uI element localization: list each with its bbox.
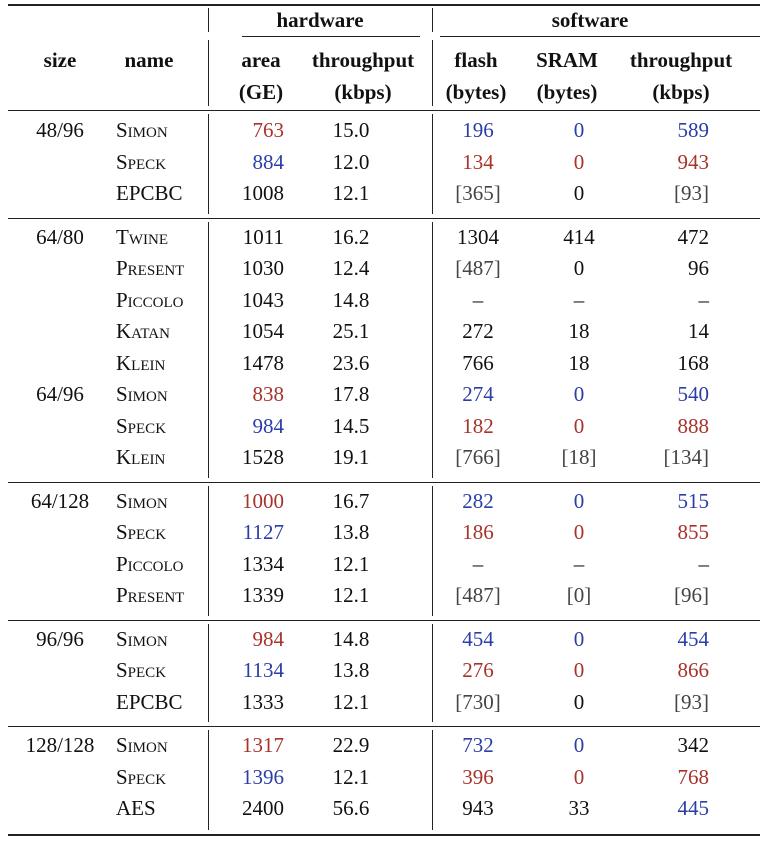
hardware-rule xyxy=(242,36,420,37)
column-separator xyxy=(208,40,209,106)
cell-flash: 454 xyxy=(462,627,494,651)
cell-hwt: 14.8 xyxy=(332,627,370,651)
cell-flash: [730] xyxy=(455,690,501,714)
cell-area: 1478 xyxy=(242,351,284,375)
column-separator xyxy=(208,624,209,722)
cell-hwt: 13.8 xyxy=(332,520,370,544)
cell-area: 1334 xyxy=(242,552,284,576)
cell-hwt: 14.5 xyxy=(332,414,370,438)
cell-sram: 0 xyxy=(573,489,585,513)
column-separator xyxy=(208,222,209,478)
section-rule xyxy=(8,218,760,219)
cell-flash: 134 xyxy=(462,150,494,174)
cipher-name: Present xyxy=(116,256,185,280)
header-name: name xyxy=(124,48,174,72)
cell-area: 984 xyxy=(252,414,284,438)
cell-swt: [93] xyxy=(674,690,709,714)
cell-sram: 0 xyxy=(573,733,585,757)
cell-swt: 515 xyxy=(677,489,709,513)
cell-flash: 182 xyxy=(462,414,494,438)
cell-sram: 414 xyxy=(563,225,595,249)
cell-swt: 866 xyxy=(677,658,709,682)
cell-area: 1054 xyxy=(242,319,284,343)
cell-area: 1011 xyxy=(242,225,284,249)
cell-area: 1000 xyxy=(242,489,284,513)
cell-flash: [766] xyxy=(455,445,501,469)
header-software: software xyxy=(551,8,629,32)
cell-flash: 272 xyxy=(462,319,494,343)
cipher-name: Speck xyxy=(116,520,167,544)
header-sram-unit: (bytes) xyxy=(536,80,598,104)
cell-sram: 0 xyxy=(573,690,585,714)
header-flash-unit: (bytes) xyxy=(445,80,507,104)
cell-swt: 454 xyxy=(677,627,709,651)
cell-sram: 0 xyxy=(573,765,585,789)
cell-hwt: 22.9 xyxy=(332,733,370,757)
cipher-name: Katan xyxy=(116,319,170,343)
cell-hwt: 56.6 xyxy=(332,796,370,820)
cell-area: 2400 xyxy=(242,796,284,820)
size-label: 48/96 xyxy=(36,118,84,142)
cell-flash: 766 xyxy=(462,351,494,375)
cell-hwt: 23.6 xyxy=(332,351,370,375)
cell-sram: 0 xyxy=(573,118,585,142)
cipher-name: Speck xyxy=(116,414,167,438)
header-sram: SRAM xyxy=(536,48,598,72)
column-separator xyxy=(432,8,433,32)
cipher-name: Klein xyxy=(116,445,166,469)
cell-area: 1134 xyxy=(242,658,284,682)
cell-sram: 0 xyxy=(573,627,585,651)
cell-area: 1396 xyxy=(242,765,284,789)
section-rule xyxy=(8,620,760,621)
cell-hwt: 12.1 xyxy=(332,765,370,789)
column-separator xyxy=(432,222,433,478)
size-label: 64/128 xyxy=(30,489,90,513)
cell-hwt: 16.2 xyxy=(332,225,370,249)
cipher-name: EPCBC xyxy=(116,690,183,714)
cell-hwt: 12.4 xyxy=(332,256,370,280)
cell-flash: 732 xyxy=(462,733,494,757)
size-label: 128/128 xyxy=(25,733,95,757)
section-rule xyxy=(8,726,760,727)
cell-area: 1127 xyxy=(242,520,284,544)
cipher-name: EPCBC xyxy=(116,181,183,205)
cell-swt: 888 xyxy=(677,414,709,438)
top-rule xyxy=(8,4,760,6)
cipher-name: Present xyxy=(116,583,185,607)
cell-hwt: 25.1 xyxy=(332,319,370,343)
cell-sram: 0 xyxy=(573,658,585,682)
software-rule xyxy=(440,36,760,37)
column-separator xyxy=(208,730,209,830)
cell-flash: – xyxy=(472,288,484,312)
cell-flash: 276 xyxy=(462,658,494,682)
cell-swt: – xyxy=(698,288,709,312)
column-separator xyxy=(432,730,433,830)
cell-swt: 943 xyxy=(677,150,709,174)
cell-swt: 540 xyxy=(677,382,709,406)
cell-swt: 168 xyxy=(677,351,709,375)
cell-sram: 33 xyxy=(568,796,590,820)
cell-swt: 589 xyxy=(677,118,709,142)
header-hardware: hardware xyxy=(276,8,364,32)
header-rule xyxy=(8,110,760,111)
cell-hwt: 17.8 xyxy=(332,382,370,406)
cipher-name: Twine xyxy=(116,225,168,249)
cipher-name: Piccolo xyxy=(116,552,184,576)
cell-flash: 282 xyxy=(462,489,494,513)
cell-area: 838 xyxy=(252,382,284,406)
cell-swt: [96] xyxy=(674,583,709,607)
cell-flash: 186 xyxy=(462,520,494,544)
cell-sram: 18 xyxy=(568,319,590,343)
cell-hwt: 19.1 xyxy=(332,445,370,469)
cell-area: 1043 xyxy=(242,288,284,312)
size-label: 64/80 xyxy=(36,225,84,249)
cell-hwt: 15.0 xyxy=(332,118,370,142)
cell-flash: [365] xyxy=(455,181,501,205)
cipher-name: Simon xyxy=(116,382,168,406)
column-separator xyxy=(432,486,433,616)
cell-swt: 445 xyxy=(677,796,709,820)
cell-swt: – xyxy=(698,552,709,576)
cell-sram: 0 xyxy=(573,256,585,280)
cell-area: 1030 xyxy=(242,256,284,280)
cipher-name: Klein xyxy=(116,351,166,375)
cell-flash: 1304 xyxy=(457,225,499,249)
cell-area: 1317 xyxy=(242,733,284,757)
header-flash: flash xyxy=(454,48,498,72)
cell-area: 1333 xyxy=(242,690,284,714)
size-label: 64/96 xyxy=(36,382,84,406)
cipher-name: Speck xyxy=(116,765,167,789)
header-area: area xyxy=(241,48,281,72)
cell-swt: 855 xyxy=(677,520,709,544)
cell-sram: – xyxy=(573,552,585,576)
cell-area: 763 xyxy=(252,118,284,142)
header-hw-throughput-unit: (kbps) xyxy=(334,80,392,104)
cell-sram: – xyxy=(573,288,585,312)
header-sw-throughput: throughput xyxy=(629,48,733,72)
cell-area: 1339 xyxy=(242,583,284,607)
cell-flash: 943 xyxy=(462,796,494,820)
cipher-name: Simon xyxy=(116,489,168,513)
header-area-unit: (GE) xyxy=(238,80,284,104)
header-sw-throughput-unit: (kbps) xyxy=(652,80,710,104)
cell-area: 1528 xyxy=(242,445,284,469)
cell-swt: [134] xyxy=(663,445,709,469)
cell-swt: 14 xyxy=(688,319,709,343)
column-separator xyxy=(208,114,209,214)
cipher-name: Speck xyxy=(116,658,167,682)
cell-swt: 768 xyxy=(677,765,709,789)
cipher-name: Simon xyxy=(116,118,168,142)
cipher-name: Speck xyxy=(116,150,167,174)
cipher-name: Piccolo xyxy=(116,288,184,312)
cell-hwt: 12.1 xyxy=(332,690,370,714)
cell-swt: 96 xyxy=(688,256,709,280)
header-hw-throughput: throughput xyxy=(311,48,415,72)
section-rule xyxy=(8,482,760,483)
cell-sram: 0 xyxy=(573,150,585,174)
cell-flash: [487] xyxy=(455,583,501,607)
cell-sram: 0 xyxy=(573,414,585,438)
cell-hwt: 12.1 xyxy=(332,583,370,607)
cell-sram: 0 xyxy=(573,382,585,406)
cipher-name: Simon xyxy=(116,733,168,757)
cell-hwt: 12.1 xyxy=(332,181,370,205)
cell-flash: 396 xyxy=(462,765,494,789)
cell-flash: [487] xyxy=(455,256,501,280)
cell-hwt: 12.1 xyxy=(332,552,370,576)
cell-sram: 0 xyxy=(573,520,585,544)
column-separator xyxy=(432,40,433,106)
cell-swt: 342 xyxy=(677,733,709,757)
cell-sram: 0 xyxy=(573,181,585,205)
cell-hwt: 13.8 xyxy=(332,658,370,682)
cell-hwt: 16.7 xyxy=(332,489,370,513)
cell-area: 884 xyxy=(252,150,284,174)
cell-swt: [93] xyxy=(674,181,709,205)
cipher-name: AES xyxy=(116,796,156,820)
cell-hwt: 14.8 xyxy=(332,288,370,312)
cell-hwt: 12.0 xyxy=(332,150,370,174)
bottom-rule xyxy=(8,834,760,836)
column-separator xyxy=(208,486,209,616)
cell-flash: – xyxy=(472,552,484,576)
cell-swt: 472 xyxy=(677,225,709,249)
cell-area: 1008 xyxy=(242,181,284,205)
cell-sram: 18 xyxy=(568,351,590,375)
cell-sram: [18] xyxy=(561,445,597,469)
cell-area: 984 xyxy=(252,627,284,651)
cell-flash: 274 xyxy=(462,382,494,406)
column-separator xyxy=(208,8,209,32)
cell-flash: 196 xyxy=(462,118,494,142)
cell-sram: [0] xyxy=(566,583,592,607)
column-separator xyxy=(432,624,433,722)
column-separator xyxy=(432,114,433,214)
size-label: 96/96 xyxy=(36,627,84,651)
header-size: size xyxy=(43,48,77,72)
cipher-name: Simon xyxy=(116,627,168,651)
